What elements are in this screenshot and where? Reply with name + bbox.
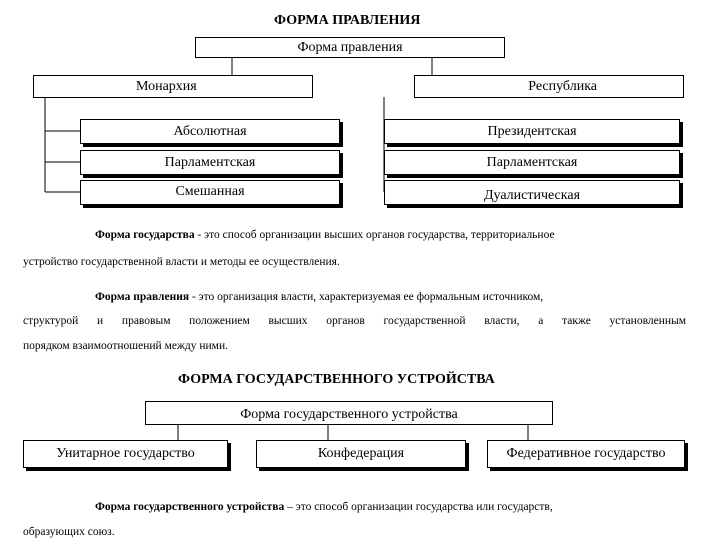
monarchy-item-label: Абсолютная	[173, 123, 247, 139]
territorial-item-federation	[487, 440, 685, 468]
def-territorial-line2: образующих союз.	[23, 526, 115, 538]
territorial-root-label: Форма государственного устройства	[240, 407, 458, 422]
def-gov-form-line3: порядком взаимоотношений между ними.	[23, 340, 228, 352]
republic-label: Республика	[528, 78, 597, 94]
def-state-form-term: Форма государства	[95, 229, 195, 241]
monarchy-item-parliamentary	[80, 150, 340, 175]
monarchy-label: Монархия	[136, 78, 197, 94]
republic-box	[414, 75, 684, 98]
territorial-item-unitary	[23, 440, 228, 468]
gov-form-root-box	[195, 37, 505, 58]
def-gov-form-term: Форма правления	[95, 291, 190, 303]
territorial-item-label: Конфедерация	[317, 446, 405, 461]
republic-item-label: Дуалистическая	[483, 188, 581, 203]
def-state-form-line2: устройство государственной власти и методы ее осуществления.	[23, 256, 340, 268]
territorial-root-box	[145, 401, 553, 425]
gov-form-root-label: Форма правления	[297, 39, 403, 55]
republic-item-parliamentary	[384, 150, 680, 175]
republic-item-label: Парламентская	[486, 154, 578, 170]
monarchy-item-label: Смешанная	[175, 184, 245, 199]
monarchy-item-label: Парламентская	[164, 154, 256, 170]
def-text: - это способ организации высших органов государства, территориальное	[194, 229, 555, 241]
def-territorial-term: Форма государственного устройства	[95, 501, 285, 513]
territorial-item-confederation	[256, 440, 466, 468]
territorial-title: ФОРМА ГОСУДАРСТВЕННОГО УСТРОЙСТВА	[178, 372, 495, 387]
monarchy-box	[33, 75, 313, 98]
gov-form-title: ФОРМА ПРАВЛЕНИЯ	[274, 13, 421, 28]
def-text: - это организация власти, характеризуемая ее формальным источником,	[189, 291, 544, 303]
republic-item-dualistic	[384, 180, 680, 205]
def-state-form-line1	[95, 228, 555, 243]
republic-item-label: Президентская	[487, 123, 577, 139]
def-gov-form-line1	[95, 290, 543, 305]
def-gov-form-line2: структурой и правовым положением высших органов государственной власти, а также установленным	[23, 315, 686, 327]
territorial-item-label: Унитарное государство	[56, 446, 195, 461]
monarchy-item-absolute	[80, 119, 340, 144]
monarchy-item-mixed	[80, 180, 340, 205]
def-text: – это способ организации государства или государств,	[284, 501, 553, 513]
def-territorial-line1	[95, 500, 553, 515]
republic-item-presidential	[384, 119, 680, 144]
territorial-item-label: Федеративное государство	[506, 446, 666, 461]
